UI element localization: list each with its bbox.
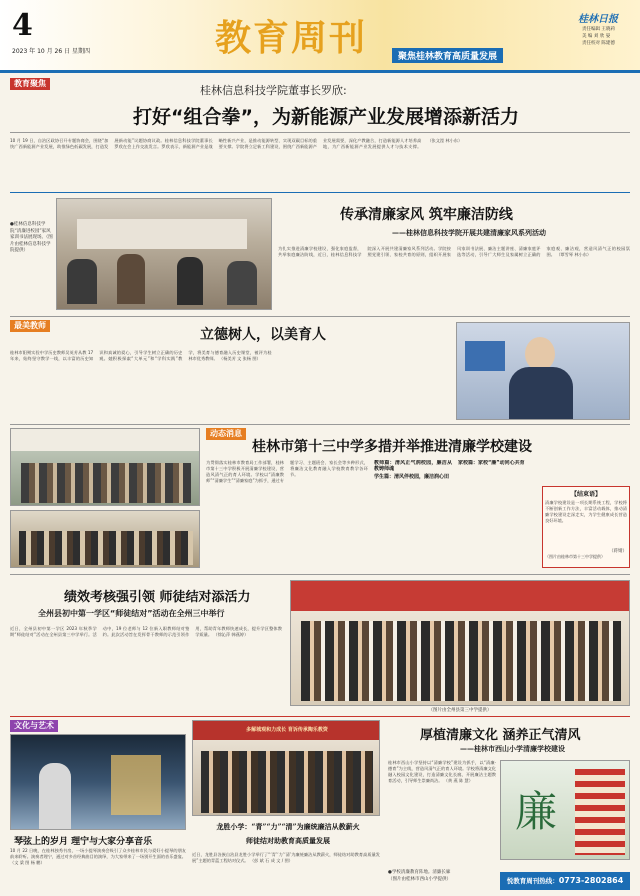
arts-body-text: 10 月 22 日晚，在桂林独秀书房，一场小提琴演奏会吸引了众多桂林市民与爱好小提琴的朋友前来聆听。演奏者理宁，通过对多首经典曲目的演绎，为大家带来了一场别开生面的音乐盛宴。 bbox=[10, 848, 186, 859]
xishan-photo-note: （图片由桂林市西山小学提供） bbox=[388, 877, 451, 882]
performance-credit: （徐沁萍 韩燕婷） bbox=[213, 632, 249, 637]
xishan-photo-caption: ●学校清廉教育阵地。清廉长廊 bbox=[388, 870, 451, 875]
longsheng-body bbox=[192, 852, 380, 890]
news-box bbox=[542, 486, 630, 568]
arts-photo bbox=[10, 734, 186, 830]
performance-title: 绩效考核强引领 师徒结对添活力 bbox=[64, 590, 251, 605]
news-body bbox=[206, 460, 536, 568]
campus-subtitle: ——桂林信息科技学院开展共建清廉家风系列活动 bbox=[392, 229, 546, 237]
arts-body bbox=[10, 848, 186, 890]
teacher-credit: （杨美芳 文 张杨 图） bbox=[219, 356, 261, 361]
xishan-body-text: 桂林市西山小学坚持以“清廉学校”建设为抓手，以“清廉·德育”为主线，营造风清气正的育人环境。学校将清廉文化融入校园文化建设，打造清廉文化长廊，开展廉洁主题教育活动，引导师生崇廉尚洁。 bbox=[388, 760, 496, 783]
campus-credit: （覃雪琴 林小东） bbox=[556, 252, 592, 257]
news-sub-teacher: 教师篇：清风正气润校园，廉洁从教铸师魂 bbox=[374, 460, 452, 472]
xishan-photo bbox=[500, 760, 630, 860]
lead-credit: （张文滢 林小东） bbox=[427, 138, 463, 143]
page-number: 4 bbox=[12, 8, 33, 43]
performance-subtitle: 全州县初中第一学区“师徒结对”活动在全州三中举行 bbox=[38, 609, 225, 618]
paper-name: 桂林日报 bbox=[578, 14, 618, 25]
section-title: 教育周刊 bbox=[215, 17, 368, 59]
teacher-photo bbox=[456, 322, 630, 420]
campus-body-text: 为扎实推进清廉学校建设，强化家庭监督，共举家庭廉洁防线，近日，桂林信息科技学院深入开展共建清廉家风系列活动。学院按照党建引领、家校共育的原则，组织开展家风家训书法展、廉洁主题讲座、清廉家庭评选等活动，引导广大师生及家属树立正确的家庭观、廉洁观，营造风清气正的校园氛围。 bbox=[278, 246, 630, 257]
section-subtitle: 聚焦桂林教育高质量发展 bbox=[392, 48, 503, 63]
longsheng-photo bbox=[192, 720, 380, 816]
news-sub-family: 家校篇：家校“廉”动同心共育 bbox=[458, 460, 525, 466]
longsheng-title: 龙胜小学：“青”“力”“清”为廉统廉洁从教薪火 bbox=[216, 822, 360, 831]
news-sub-student: 学生篇：清风伴校园，廉洁润心田 bbox=[374, 474, 450, 480]
xishan-subtitle: ——桂林市西山小学清廉学校建设 bbox=[460, 745, 565, 753]
news-box-body: 清廉学校建设是一项长期系统工程，学校将不断创新工作方法，丰富活动载体，推动清廉学校建设走深走实，为学生健康成长营造良好环境。 bbox=[545, 500, 627, 523]
news-body-text: 为贯彻落实桂林市教育局工作部署，桂林市第十三中学积极开展清廉学校建设，营造风清气正的育人环境。学校以“清廉教师”“清廉学生”“清廉家庭”为抓手，通过专题学习、主题班会、家长会等多种形式，将廉洁文化教育融入学校教育教学各环节。 bbox=[206, 460, 368, 483]
editor-line: 责任编辑 王晓莉 bbox=[582, 27, 615, 32]
teacher-title: 立德树人，以美育人 bbox=[200, 327, 326, 343]
news-box-credit: （蒋婧） bbox=[609, 549, 627, 554]
lead-body-text: 10 月 19 日，自治区政协召开专题协商会，围绕“加快广西新能源产业发展，助推绿色低碳发展，打造发展新动能”议题协商议政。桂林信息科技学院董事长罗欣在会上作交流发言。罗欣表示，新能源产业是战略性新兴产业，是推动能源转型、实现双碳目标的重要支撑。学院将立足新工科建设，围绕广西新能源产业发展需要，深化产教融合，打造新能源人才培养高地，为广西新能源产业发展提供人才与技术支撑。 bbox=[10, 138, 422, 149]
performance-body-text: 近日，全州县初中第一学区 2023 年秋季学期“师徒结对”活动在全州县第三中学举行。活动中，19 位老师与 12 位新入职教师结对签约。此次活动旨在发挥骨干教师的示范引领作用，帮助青年教师快速成长，提升学区整体教学质量。 bbox=[10, 626, 282, 637]
xishan-big-char: 廉 bbox=[515, 787, 558, 836]
hotline-label: 悦教育周刊热线： bbox=[506, 877, 559, 885]
longsheng-body-text: 近日，龙胜县各族自治县龙胜小学举行了“‘青’‘力’‘清’为廉统廉洁从教薪火，师徒结对助教育高质量发展”主题的青蓝工程结对仪式。 bbox=[192, 852, 380, 863]
performance-photo bbox=[290, 580, 630, 706]
arts-title: 琴弦上的岁月 理宁与大家分享音乐 bbox=[14, 837, 153, 847]
longsheng-credit: （彭 斌 石 成 文 / 图） bbox=[249, 858, 293, 863]
arts-tag: 文化与艺术 bbox=[10, 720, 58, 732]
xishan-title: 厚植清廉文化 涵养正气清风 bbox=[420, 728, 581, 743]
teacher-body bbox=[10, 350, 450, 420]
lead-body bbox=[10, 138, 630, 188]
lead-kicker: 桂林信息科技学院董事长罗欣: bbox=[200, 84, 347, 97]
news-box-note: （图片由桂林市第十三中学提供） bbox=[545, 554, 605, 559]
editor-line: 责任校对 陈建德 bbox=[582, 41, 615, 46]
teacher-body-text: 桂林市阳朔实验中学历史教师吴英芳从教 17 年来，始终坚守教学一线，以丰富的历史知识和真诚的爱心，引导学生树立正确的历史观。她积极探索“大单元”和“学科实践”教学，将美育与德育融入历史课堂，被评为桂林市优秀教师。 bbox=[10, 350, 272, 361]
arts-credit: （文 梁 图 杨 鹏） bbox=[10, 860, 45, 865]
performance-photo-note: （图片由全州县第三中学提供） bbox=[428, 708, 492, 713]
lead-tag: 教育聚焦 bbox=[10, 78, 50, 90]
news-tag: 动态消息 bbox=[206, 428, 246, 440]
teacher-tag: 最美教师 bbox=[10, 320, 50, 332]
editor-credits bbox=[582, 26, 638, 47]
news-photo bbox=[10, 428, 200, 506]
performance-body bbox=[10, 626, 282, 706]
campus-body bbox=[278, 246, 630, 310]
xishan-body bbox=[388, 760, 496, 870]
news-title: 桂林市第十三中学多措并举推进清廉学校建设 bbox=[252, 439, 532, 455]
longsheng-subtitle: 师徒结对助教育高质量发展 bbox=[246, 836, 330, 845]
campus-side-caption: ●桂林信息科技学院“清廉进校园”家风家训书法展现场。（图片由桂林信息科技学院提供） bbox=[10, 222, 53, 253]
editor-line: 美 编 刘 欣 晏 bbox=[582, 34, 611, 39]
longsheng-banner: 多解城观和力成长 育诉传承陶乐教资 bbox=[246, 727, 328, 733]
campus-photo bbox=[56, 198, 272, 310]
hotline-bar bbox=[500, 872, 630, 890]
news-box-title: 【结束语】 bbox=[570, 491, 601, 498]
campus-title: 传承清廉家风 筑牢廉洁防线 bbox=[340, 207, 513, 223]
lead-headline: 打好“组合拳”，为新能源产业发展增添新活力 bbox=[133, 106, 519, 128]
xishan-credit: （黄 燕 陈 慧） bbox=[443, 778, 473, 783]
masthead bbox=[0, 0, 640, 70]
hotline-number: 0773-2802864 bbox=[558, 876, 624, 885]
news-photo-2 bbox=[10, 510, 200, 568]
issue-date: 2023 年 10 月 26 日 星期四 bbox=[12, 48, 90, 55]
